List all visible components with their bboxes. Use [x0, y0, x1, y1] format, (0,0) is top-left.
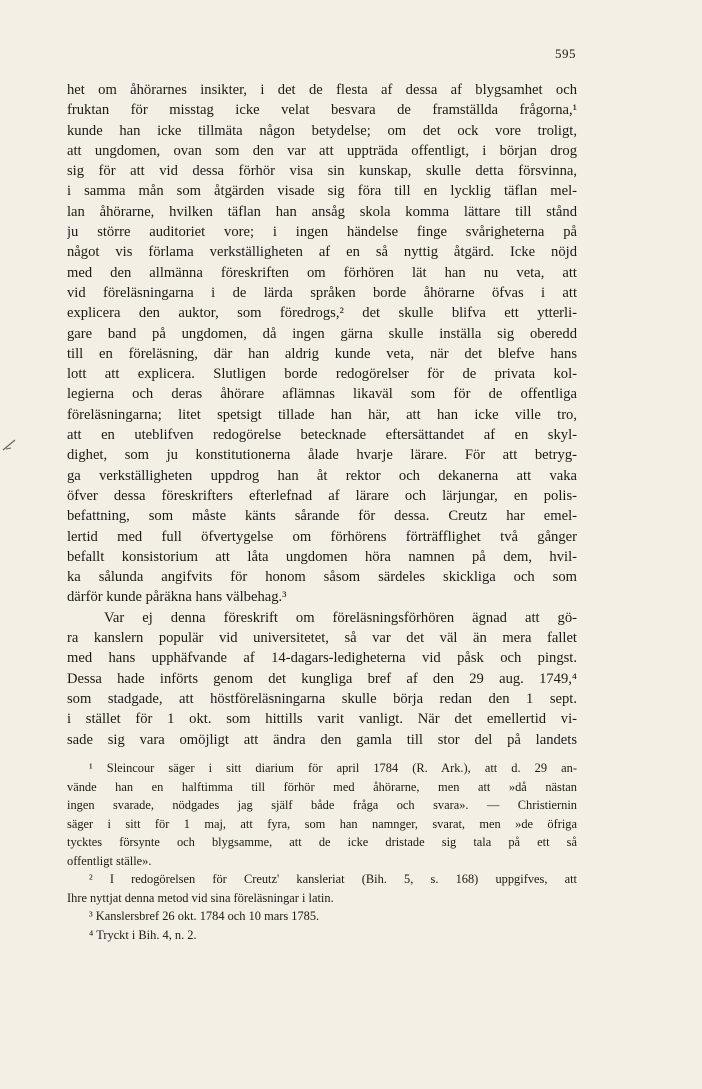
margin-pencil-mark: [2, 439, 16, 451]
body-line: explicera den auktor, som föredrogs,² det skulle blifva ett ytterli-: [67, 305, 577, 322]
body-line: lott att explicera. Slutligen borde redogörelser för de privata kol-: [67, 366, 577, 383]
body-line: Dessa hade införts genom det kungliga bref af den 29 aug. 1749,⁴: [67, 670, 577, 687]
body-line: sig för att vid dessa förhör visa sin kunskap, skulle detta försvinna,: [67, 163, 577, 180]
body-line: att ungdomen, ovan som den var att uppträda offentligt, i början drog: [67, 142, 577, 159]
body-line: med den allmänna föreskriften om förhören lät han nu veta, att: [67, 264, 577, 281]
body-line: att en uteblifven redogörelse betecknade eftersättandet af en skyl-: [67, 427, 577, 444]
body-line: i samma mån som åtgärden visade sig föra till en lycklig täflan mel-: [67, 183, 577, 200]
body-line: ga verkställigheten uppdrog han åt rektor och dekanerna att vaka: [67, 467, 577, 484]
body-line: ka sålunda angifvits för honom såsom särdeles skickliga och som: [67, 569, 577, 586]
body-line: ju större auditoriet vore; i ingen händelse finge svårigheterna på: [67, 224, 577, 241]
body-line: befattning, som måste känts sårande för dessa. Creutz har emel-: [67, 508, 577, 525]
footnote-line: vände han en halftimma till förhör med åhörarne, men att »då nästan: [67, 779, 577, 794]
body-line: kunde han icke tillmäta någon betydelse; om det ock vore troligt,: [67, 122, 577, 139]
body-line: legierna och deras åhörare aflämnas likaväl som för de offentliga: [67, 386, 577, 403]
body-line: lan åhörarne, hvilken täflan han ansåg skola komma lättare till stånd: [67, 203, 577, 220]
body-line: dighet, som ju konstitutionerna ålade hvarje lärare. För att betryg-: [67, 447, 577, 464]
footnote-line: ⁴ Tryckt i Bih. 4, n. 2.: [89, 927, 197, 942]
body-line: befallt konsistorium att låta ungdomen höra namnen på dem, hvil-: [67, 548, 577, 565]
body-line: därför kunde påräkna hans välbehag.³: [67, 589, 287, 606]
body-line: med hans upphäfvande af 14-dagars-ledigheterna vid påsk och pingst.: [67, 650, 577, 667]
body-text: [67, 80, 577, 750]
body-line: föreläsningarna; litet spetsigt tillade han här, att han icke ville tro,: [67, 406, 577, 423]
footnote-line: ingen svarade, nödgades jag själf både fråga och svara». — Christiernin: [67, 798, 577, 812]
body-line: till en föreläsning, där han aldrig kunde veta, när det blefve hans: [67, 345, 577, 362]
body-line: gare band på ungdomen, då ingen gärna skulle inställa sig oberedd: [67, 325, 577, 342]
body-line: lertid med full öfvertygelse om förhörens förträfflighet två gånger: [67, 528, 577, 545]
body-line: vid föreläsningarna i de lärda språken borde åhörarne öfvas i att: [67, 284, 577, 301]
footnote-line: säger i sitt för 1 maj, att fyra, som han namnger, svarat, men »de öfriga: [67, 816, 577, 831]
body-line: sade sig vara omöjligt att ändra den gamla till stor del på landets: [67, 731, 577, 748]
body-line: något vis förlama verkställigheten af en så nyttig åtgärd. Icke nöjd: [67, 244, 577, 261]
body-line: Var ej denna föreskrift om föreläsningsförhören ägnad att gö-: [104, 609, 577, 626]
footnotes: [67, 759, 577, 944]
footnote-line: ³ Kanslersbref 26 okt. 1784 och 10 mars 1785.: [89, 909, 320, 923]
body-line: het om åhörarnes insikter, i det de flesta af dessa af blygsamhet och: [67, 82, 577, 98]
footnote-line: ¹ Sleincour säger i sitt diarium för april 1784 (R. Ark.), att d. 29 an-: [89, 761, 577, 775]
body-line: som stadgade, att höstföreläsningarna skulle börja redan den 1 sept.: [67, 690, 577, 707]
body-line: öfver dessa föreskrifters efterlefnad af lärare och lärjungar, en polis-: [67, 487, 577, 504]
footnote-line: offentligt ställe».: [67, 853, 152, 868]
body-line: ra kanslern populär vid universitetet, så var det väl än mera fallet: [67, 630, 577, 647]
body-line: i stället för 1 okt. som hittills varit vanligt. När det emellertid vi-: [67, 711, 577, 728]
body-line: fruktan för misstag icke velat besvara de framställda frågorna,¹: [67, 102, 577, 119]
footnote-line: Ihre nyttjat denna metod vid sina föreläsningar i latin.: [67, 890, 334, 905]
page-number: 595: [555, 46, 576, 61]
footnote-line: ² I redogörelsen för Creutz' kansleriat (Bih. 5, s. 168) uppgifves, att: [89, 872, 577, 886]
footnote-line: tycktes försynte och blygsamme, att de icke dristade sig tala på ett så: [67, 835, 577, 849]
